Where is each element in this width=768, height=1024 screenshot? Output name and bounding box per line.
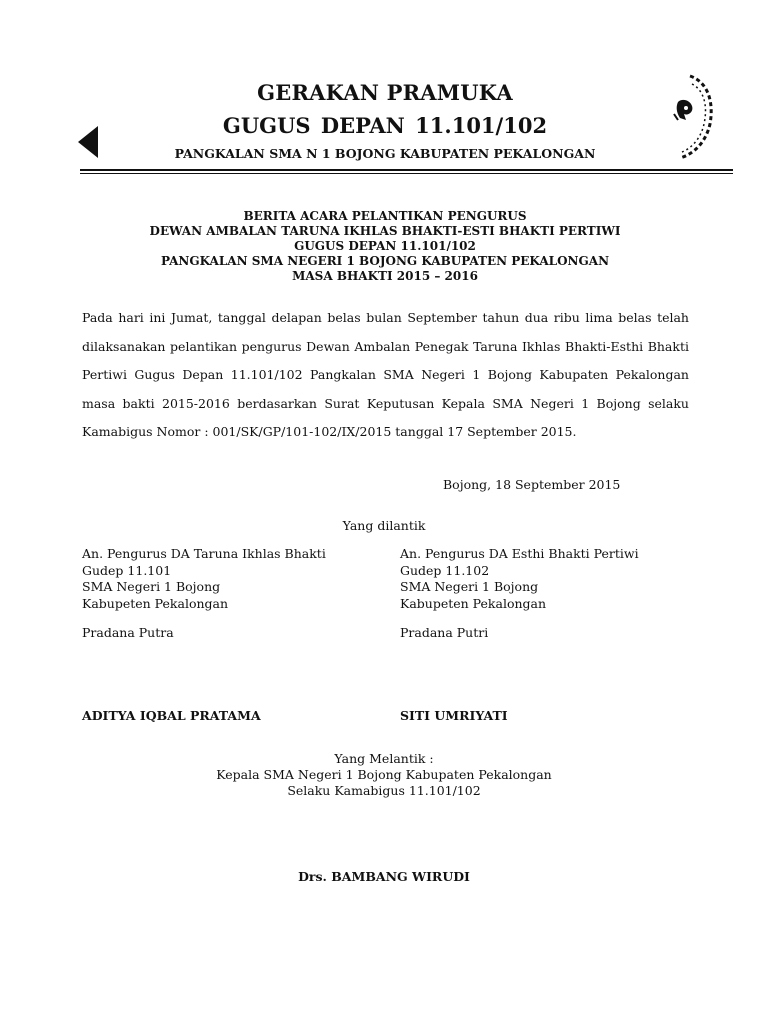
left-signatory-role: Pradana Putra: [82, 625, 174, 640]
organization-title: GERAKAN PRAMUKA: [257, 80, 513, 105]
title-line: GUGUS DEPAN 11.101/102: [294, 239, 476, 253]
title-line: DEWAN AMBALAN TARUNA IKHLAS BHAKTI-ESTI BHAKTI PERTIWI: [149, 224, 621, 238]
title-line: BERITA ACARA PELANTIKAN PENGURUS: [243, 209, 527, 223]
header-rule-thin: [80, 173, 733, 174]
left-signatory-block: [82, 546, 326, 612]
left-signatory-line: An. Pengurus DA Taruna Ikhlas Bhakti: [82, 546, 326, 561]
right-signatory-line: Kabupeten Pekalongan: [400, 595, 547, 611]
scout-emblem-icon: [668, 72, 716, 162]
installer-name: Drs. BAMBANG WIRUDI: [298, 869, 470, 884]
left-arrow-shape: [78, 126, 98, 158]
installer-position-line2: Selaku Kamabigus 11.101/102: [287, 783, 481, 798]
inducted-label: Yang dilantik: [342, 518, 426, 533]
place-date: Bojong, 18 September 2015: [443, 477, 621, 492]
right-signatory-line: An. Pengurus DA Esthi Bhakti Pertiwi: [400, 546, 639, 561]
left-signatory-name: ADITYA IQBAL PRATAMA: [82, 708, 261, 723]
installer-label: Yang Melantik :: [334, 751, 434, 766]
right-signatory-name: SITI UMRIYATI: [400, 708, 508, 723]
title-line: MASA BHAKTI 2015 – 2016: [292, 269, 478, 283]
base-subtitle: PANGKALAN SMA N 1 BOJONG KABUPATEN PEKALONGAN: [174, 146, 596, 161]
left-signatory-line: SMA Negeri 1 Bojong: [82, 579, 221, 594]
left-signatory-line: Kabupeten Pekalongan: [82, 595, 229, 611]
right-signatory-role: Pradana Putri: [400, 625, 489, 640]
body-paragraph: Pada hari ini Jumat, tanggal delapan belas bulan September tahun dua ribu lima belas telah dilaksanakan pelantikan pengurus Dewan Ambalan Penegak Taruna Ikhlas Bhakti-Esthi Bhakti Pertiwi Gugus Depan 11.101/102 Pangkalan SMA Negeri 1 Bojong Kabupaten Pekalongan masa bakti 2015-2016 berdasarkan Surat Keputusan Kepala SMA Negeri 1 Bojong selaku Kamabigus Nomor : 001/SK/GP/101-102/IX/2015 tanggal 17 September 2015.: [82, 310, 689, 439]
right-signatory-line: SMA Negeri 1 Bojong: [400, 579, 539, 594]
right-signatory-block: [400, 546, 639, 612]
title-line: PANGKALAN SMA NEGERI 1 BOJONG KABUPATEN PEKALONGAN: [160, 254, 610, 268]
installer-position-line1: Kepala SMA Negeri 1 Bojong Kabupaten Pekalongan: [216, 767, 552, 782]
document-title-block: [100, 209, 670, 284]
left-signatory-line: Gudep 11.101: [82, 562, 172, 578]
unit-title: GUGUS DEPAN 11.101/102: [222, 113, 548, 138]
header-rule-thick: [80, 169, 733, 171]
right-signatory-line: Gudep 11.102: [400, 562, 490, 578]
